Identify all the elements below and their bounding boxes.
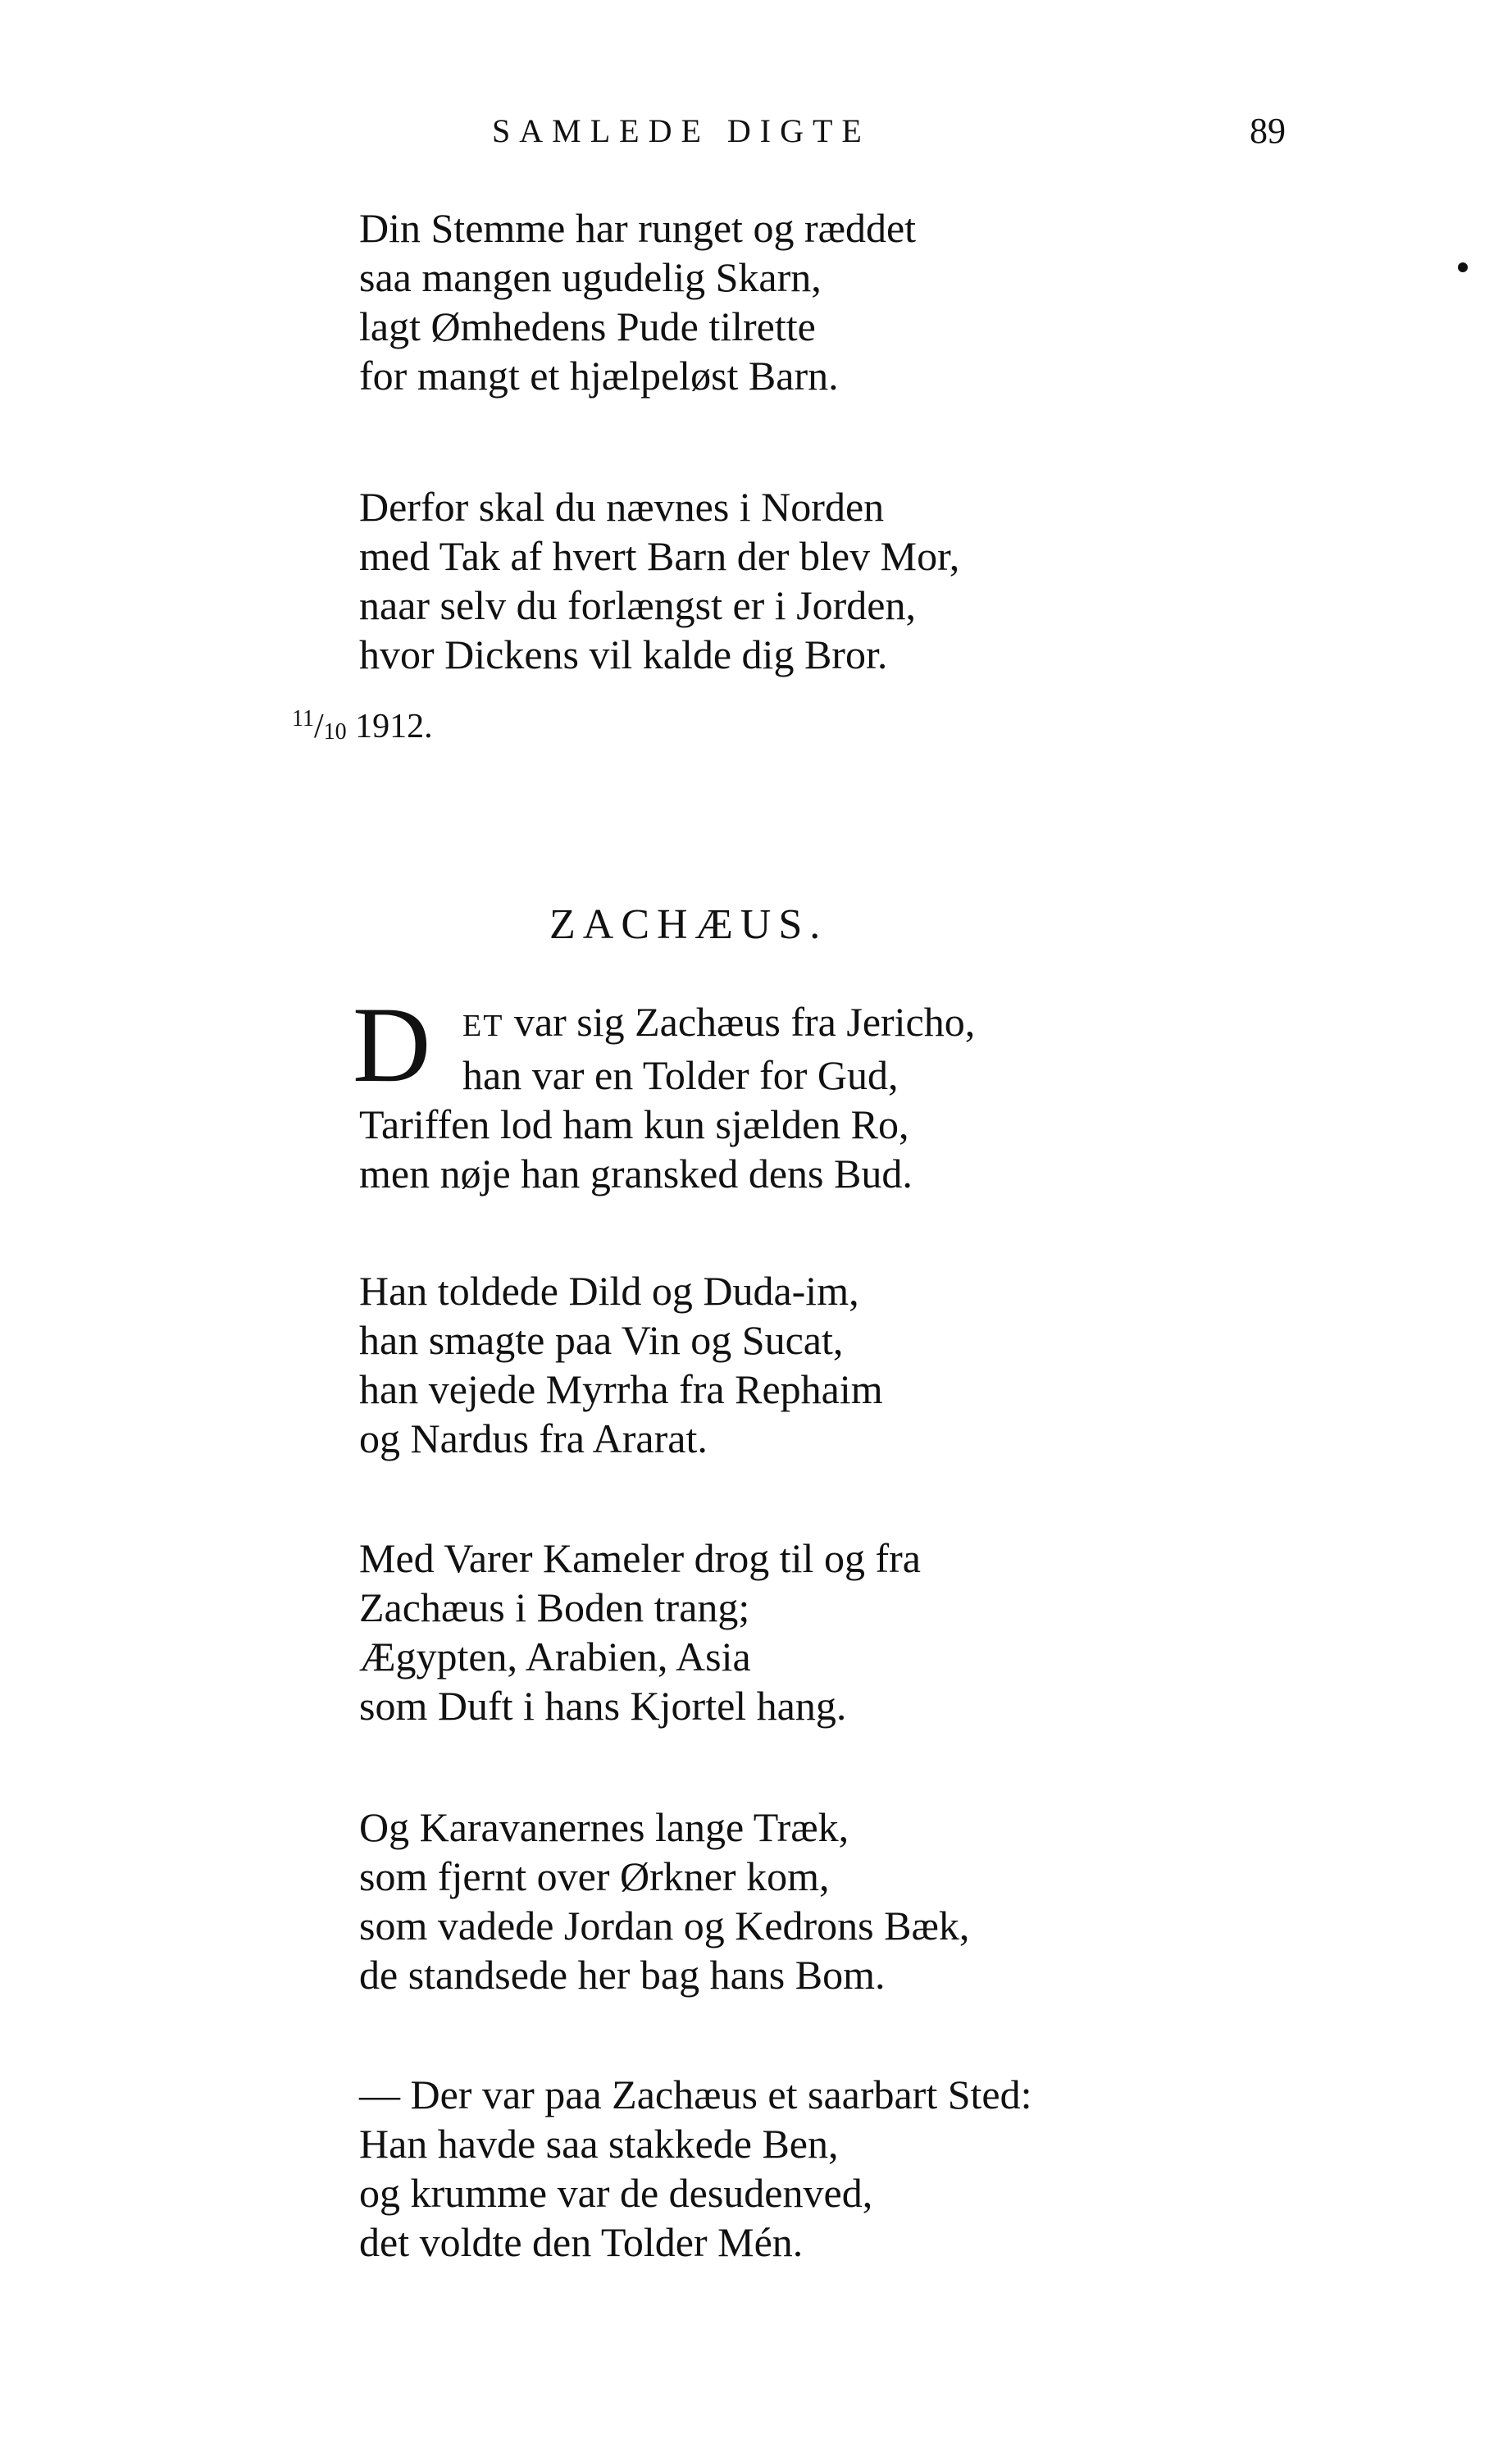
verse-line: for mangt et hjælpeløst Barn. xyxy=(359,353,839,399)
verse-line: han smagte paa Vin og Sucat, xyxy=(359,1317,844,1363)
verse-line: de standsede her bag hans Bom. xyxy=(359,1952,886,1998)
poem-date: $^{11}/_{10}$ 1912. xyxy=(292,706,433,745)
verse-line: saa mangen ugudelig Skarn, xyxy=(359,254,822,300)
verse-line: og krumme var de desudenved, xyxy=(359,2170,873,2216)
verse-line: — Der var paa Zachæus et saarbart Sted: xyxy=(359,2072,1032,2117)
verse-line: det voldte den Tolder Mén. xyxy=(359,2219,804,2265)
verse-line: Og Karavanernes lange Træk, xyxy=(359,1804,849,1850)
verse-line: men nøje han gransked dens Bud. xyxy=(359,1151,913,1196)
page-number: 89 xyxy=(1250,111,1286,151)
verse-line: og Nardus fra Ararat. xyxy=(359,1415,708,1461)
verse-line: Ægypten, Arabien, Asia xyxy=(359,1634,751,1680)
poem-title: ZACHÆUS. xyxy=(549,901,828,948)
poem2-stanza-2 xyxy=(359,1266,883,1463)
verse-line: lagt Ømhedens Pude tilrette xyxy=(359,303,816,349)
ink-speck xyxy=(1458,262,1468,272)
verse-line xyxy=(359,997,975,1051)
verse-line: Tariffen lod ham kun sjælden Ro, xyxy=(359,1101,909,1147)
date-day: 11 xyxy=(292,706,314,732)
verse-line: Zachæus i Boden trang; xyxy=(359,1584,750,1630)
poem2-stanza-3 xyxy=(359,1534,921,1730)
verse-line: naar selv du forlængst er i Jorden, xyxy=(359,582,917,628)
first-line-rest: var sig Zachæus fra Jericho, xyxy=(503,999,976,1045)
date-month: 10 xyxy=(323,719,347,745)
verse-line: som fjernt over Ørkner kom, xyxy=(359,1853,830,1899)
poem1-stanza-1 xyxy=(359,203,916,400)
first-word-smallcaps: ET xyxy=(462,1009,504,1043)
verse-line: Han havde saa stakkede Ben, xyxy=(359,2121,839,2167)
poem2-stanza-1 xyxy=(359,997,975,1198)
verse-line: Han toldede Dild og Duda-im, xyxy=(359,1268,859,1314)
verse-line: som vadede Jordan og Kedrons Bæk, xyxy=(359,1903,970,1948)
running-title: SAMLEDE DIGTE xyxy=(492,112,871,149)
poem2-stanza-4 xyxy=(359,1803,969,1999)
verse-line: hvor Dickens vil kalde dig Bror. xyxy=(359,631,888,677)
verse-line: med Tak af hvert Barn der blev Mor, xyxy=(359,533,960,579)
verse-line: Derfor skal du nævnes i Norden xyxy=(359,484,885,530)
verse-line: Med Varer Kameler drog til og fra xyxy=(359,1535,921,1581)
verse-line: som Duft i hans Kjortel hang. xyxy=(359,1683,847,1729)
drop-cap-initial: D xyxy=(353,984,431,1105)
verse-line: han vejede Myrrha fra Rephaim xyxy=(359,1366,883,1412)
date-year: 1912. xyxy=(355,708,433,745)
poem1-stanza-2 xyxy=(359,482,959,679)
poem2-stanza-5 xyxy=(359,2070,1032,2267)
verse-line: Din Stemme har runget og ræddet xyxy=(359,205,917,251)
verse-line: han var en Tolder for Gud, xyxy=(462,1052,899,1098)
